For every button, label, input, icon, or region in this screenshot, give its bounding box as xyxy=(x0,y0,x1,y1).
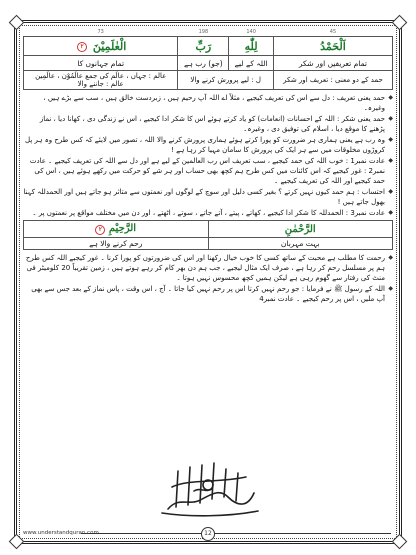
commentary-list-2 xyxy=(23,253,393,304)
vocabulary-table-2 xyxy=(23,220,393,250)
arabic-words-row xyxy=(24,37,393,56)
word-frequency: 45 xyxy=(329,28,337,35)
list-item: ◆ عادت نمبر1 : خوب اللہ کی حمد کیجیے ، سب تعریف اس رب العالمین کے لیے ہے اور دل سے اللہ کی تعریف کیجیے ۔ عادت نمبر2 : غور کیجیے کہ اس کائنات میں کس طرح ہم کچھ بھی حساب اور ہر شے کو حرکت میں رکھے ہوئے ہیں ، اس کی حمد کیجیے اور اللہ کی تعریف کیجیے ۔ xyxy=(23,156,393,186)
word-translation: رحم کرنے والا ہے xyxy=(24,238,209,250)
list-item: ◆ رحمت کا مطلب ہے محبت کے ساتھ کسی کا خوب خیال رکھنا اور اس کی ضرورتوں کو پورا کرنا ۔ غور کیجیے اللہ کس طرح ہم پر مسلسل رحم کر رہا ہے ، صرف ایک مثال لیجیے ، جب ہم دن بھر کام کر رہے ہوتے ہیں ، زمین تقریباً 20 کلومیٹر فی منٹ کی رفتار سے گھوم رہی ہے لیکن ہمیں کچھ محسوس نہیں ہوتا ۔ xyxy=(23,253,393,283)
list-item: ◆ عادت نمبر3 : الحمدللہ کا شکر ادا کیجیے ، کھاتے ، پیتے ، آتے جاتے ، سوتے ، اٹھتے ، اور دن میں مختلف مواقع پر نعمتوں پر ۔ xyxy=(23,208,393,218)
arabic-word: لِلّٰهِ xyxy=(229,37,274,56)
word-frequency: 198 xyxy=(198,28,209,35)
arabic-word: الرَّحْمٰنِ xyxy=(208,221,393,238)
corner-ornament xyxy=(9,15,25,31)
commentary-list xyxy=(23,93,393,218)
arabic-word: الْعٰلَمِیْنَ xyxy=(92,39,127,53)
footer-rule xyxy=(81,533,391,534)
grammar-note: عالم : جاننے والا xyxy=(77,80,124,88)
page-footer xyxy=(21,527,395,539)
list-item: ◆ حمد یعنی شکر : اللہ کے احسانات (انعامات) کو یاد کرتے ہوئے اس کا شکر ادا کیجیے ، اس نے زندگی دی ، کھانا دیا ، نماز پڑھنے کا موقع دیا ، اسلام کی توفیق دی ، وغیرہ۔ xyxy=(23,114,393,134)
vocabulary-table xyxy=(23,27,393,90)
list-item: ◆ حمد یعنی تعریف : دل سے اس کی تعریف کیجیے ، مثلاً اے اللہ آپ رحیم ہیں ، زبردست خالق ہیں ، سب سے بڑے ہیں ، وغیرہ۔ xyxy=(23,93,393,113)
arabic-word-cell xyxy=(24,37,178,56)
grammar-note: ل : لیے پرورش کرنے والا xyxy=(178,71,274,90)
list-item: ◆ احتساب : ہم حمد کیوں نہیں کرتے ؟ بغیر کسی دلیل اور سوچ کے لوگوں اور نعمتوں سے متاثر ہو جاتے ہیں اور الحمدللہ کہنا بھول جاتے ہیں ! xyxy=(23,187,393,207)
grammar-note-cell xyxy=(24,71,178,90)
word-translation: اللہ کے لیے xyxy=(229,56,274,71)
list-item: ◆ اللہ کے رسول ﷺ نے فرمایا : جو رحم نہیں کرتا اس پر رحم نہیں کیا جاتا ۔ آج ، اس وقت ، پاس نماز کے بعد جس سے بھی آپ ملیں ، اس پر رحم کیجیے ۔ عادت نمبر4 xyxy=(23,284,393,304)
grammar-note: عالم : جہاں ، عالَم کی جمع عالَمُوْن ، عالَمِین xyxy=(35,72,167,80)
word-frequency: 73 xyxy=(97,28,104,35)
word-translation: بہت مہربان xyxy=(208,238,393,250)
page-number: 12 xyxy=(201,527,215,541)
word-translation: (جو) رب ہے xyxy=(178,56,229,71)
corner-ornament xyxy=(392,15,408,31)
website-link[interactable]: www.understandquran.com xyxy=(23,530,99,536)
grammar-note: حمد کے دو معنی : تعریف اور شکر xyxy=(273,71,392,90)
arabic-word-cell xyxy=(24,221,209,238)
list-item: ◆ وہ رب ہے یعنی ہماری ہر ضرورت کو پورا کرتے ہوئے ہماری پرورش کرنے والا اللہ ، تصور میں لایئے کہ کس طرح وہ ہر پل کروڑوں مخلوقات میں سے ہر ایک کی پرورش کا سامان مہیا کر رہا ہے ! xyxy=(23,135,393,155)
arabic-word: رَبِّ xyxy=(178,37,229,56)
calligraphy-ornament xyxy=(148,457,268,519)
arabic-word: اَلْحَمْدُ xyxy=(273,37,392,56)
translation-row xyxy=(24,238,393,250)
translation-row xyxy=(24,56,393,71)
frequency-row xyxy=(24,27,393,37)
page-border xyxy=(14,20,402,544)
ayah-number-marker: ۲ xyxy=(95,225,105,235)
word-translation: تمام جہانوں کا xyxy=(24,56,178,71)
ayah-number-marker: ۲ xyxy=(77,42,87,52)
word-frequency: 140 xyxy=(246,28,256,35)
arabic-word: الرَّحِيْمِ xyxy=(108,223,137,234)
arabic-words-row xyxy=(24,221,393,238)
grammar-row xyxy=(24,71,393,90)
word-translation: تمام تعریفیں اور شکر xyxy=(273,56,392,71)
